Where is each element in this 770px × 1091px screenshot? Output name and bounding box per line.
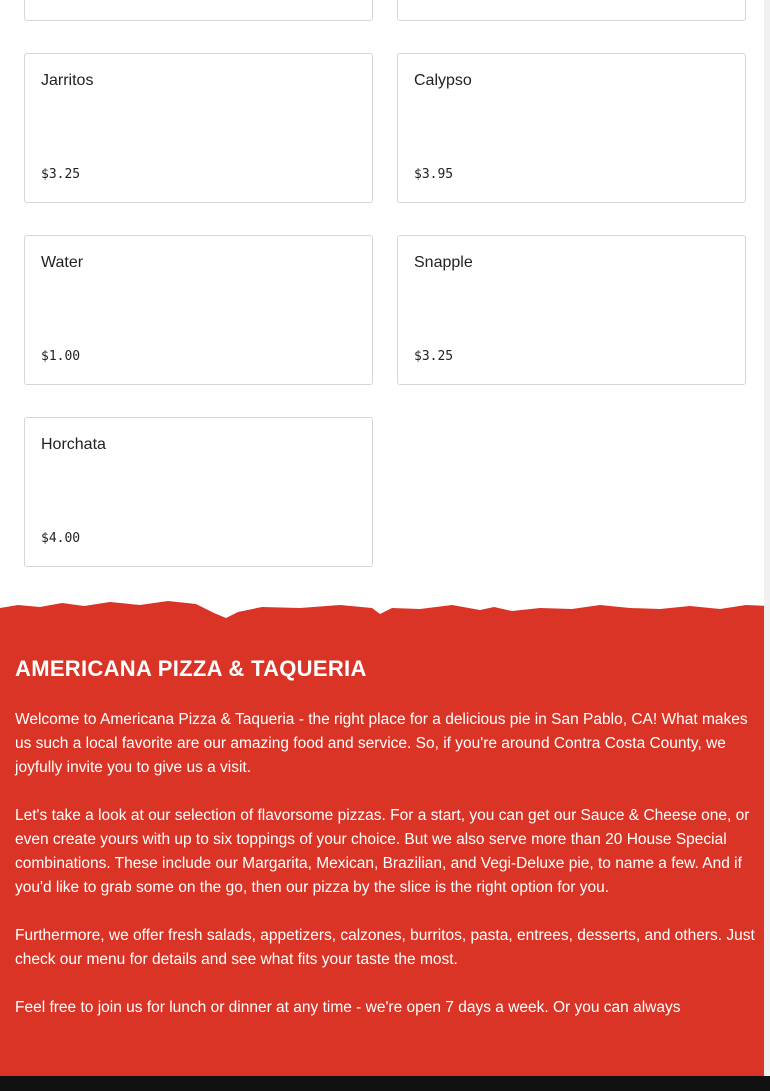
menu-item-card-partial[interactable] <box>397 0 746 21</box>
menu-item-name: Calypso <box>414 72 472 89</box>
menu-item-price: $1.00 <box>41 349 81 364</box>
menu-item-card[interactable] <box>24 53 373 203</box>
menu-item-card-partial[interactable] <box>24 0 373 21</box>
menu-item-name: Horchata <box>41 436 106 453</box>
menu-item-price: $4.00 <box>41 531 81 546</box>
menu-item-price: $3.95 <box>414 167 454 182</box>
about-paragraph: Let's take a look at our selection of flavorsome pizzas. For a start, you can get our Sauce & Cheese one, or even create yours with up to six toppings of your choice. But we also serve more than 20 House Special combinations. These include our Margarita, Mexican, Brazilian, and Vegi-Deluxe pie, to name a few. And if you'd like to grab some on the go, then our pizza by the slice is the right option for you. <box>15 807 750 896</box>
about-paragraph: Furthermore, we offer fresh salads, appetizers, calzones, burritos, pasta, entrees, desserts, and others. Just check our menu for details and see what fits your taste the most. <box>15 927 755 968</box>
about-footer <box>0 596 770 1091</box>
menu-item-name: Jarritos <box>41 72 94 89</box>
menu-item-card[interactable] <box>397 235 746 385</box>
menu-item-card[interactable] <box>24 417 373 567</box>
about-paragraph: Feel free to join us for lunch or dinner at any time - we're open 7 days a week. Or you can always <box>15 999 681 1016</box>
restaurant-title: AMERICANA PIZZA & TAQUERIA <box>15 656 367 681</box>
about-text <box>15 708 755 1044</box>
menu-item-price: $3.25 <box>41 167 81 182</box>
bottom-bar <box>0 1076 770 1091</box>
menu-item-price: $3.25 <box>414 349 454 364</box>
scrollbar-track[interactable] <box>764 0 770 1091</box>
menu-item-name: Snapple <box>414 254 473 271</box>
about-paragraph: Welcome to Americana Pizza & Taqueria - the right place for a delicious pie in San Pablo, CA! What makes us such a local favorite are our amazing food and service. So, if you're around Contra Costa County, we joyfully invite you to give us a visit. <box>15 711 748 776</box>
menu-item-card[interactable] <box>24 235 373 385</box>
menu-item-card[interactable] <box>397 53 746 203</box>
menu-item-name: Water <box>41 254 84 271</box>
